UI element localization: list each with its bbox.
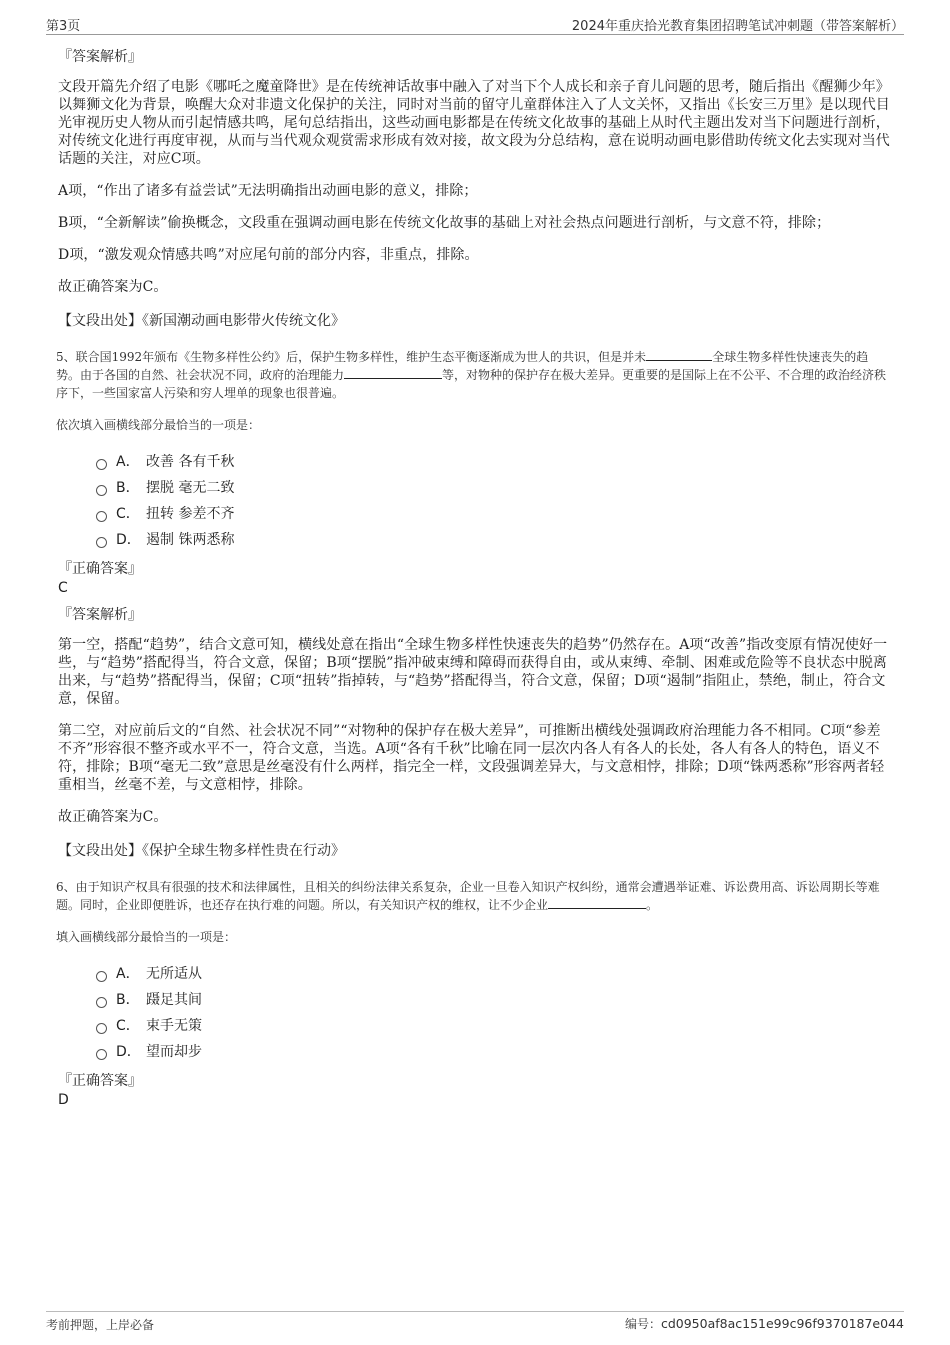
q6-blank — [548, 896, 646, 909]
option-letter: B． — [116, 992, 140, 1008]
q4-option-b-note: B项，“全新解读”偷换概念，文段重在强调动画电影在传统文化故事的基础上对社会热点问题进行剖析，与文意不符，排除； — [58, 215, 831, 231]
option-text: 蹑足其间 — [146, 992, 202, 1008]
q4-analysis-label: 『答案解析』 — [58, 49, 142, 65]
radio-icon[interactable] — [96, 1023, 107, 1034]
option-text: 无所适从 — [146, 966, 202, 982]
q6-answer: D — [58, 1092, 69, 1108]
q5-answer: C — [58, 580, 68, 596]
option-letter: C． — [116, 1018, 140, 1034]
q5-stem-part2: 全球生物多样性快速丧失的趋势。由于各国的自然、社会状况不同，政府的治理能力 — [56, 350, 869, 382]
q5-stem — [56, 348, 892, 402]
radio-icon[interactable] — [96, 971, 107, 982]
radio-icon[interactable] — [96, 459, 107, 470]
option-text: 扭转 参差不齐 — [146, 506, 235, 522]
q6-stem-end: 。 — [646, 898, 659, 912]
q6-prompt: 填入画横线部分最恰当的一项是： — [56, 930, 237, 944]
radio-icon[interactable] — [96, 511, 107, 522]
q6-options — [96, 960, 892, 1064]
option-text: 望而却步 — [146, 1044, 202, 1060]
q5-option-b[interactable] — [96, 474, 892, 500]
page-content — [56, 46, 892, 1116]
option-text: 束手无策 — [146, 1018, 202, 1034]
code-label: 编号： — [624, 1317, 661, 1331]
q4-analysis-text: 文段开篇先介绍了电影《哪吒之魔童降世》是在传统神话故事中融入了对当下个人成长和亲子育儿问题的思考，随后指出《醒狮少年》以舞狮文化为背景，唤醒大众对非遗文化保护的关注，同时对当前的留守儿童群体注入了人文关怀，又指出《长安三万里》是以现代目光审视历史人物从而引起情感共鸣，尾句总结指出，这些动画电影都是在传统文化故事的基础上从时代主题出发对当下问题进行剖析，对传统文化进行再度审视，从而与当代观众观赏需求形成有效对接，故文段为分总结构，意在说明动画电影借助传统文化去实现对当代话题的关注，对应C项。 — [58, 79, 890, 167]
q4-source: 【文段出处】《新国潮动画电影带火传统文化》 — [58, 313, 345, 329]
q5-blank-1 — [646, 348, 712, 361]
q4-option-d-note: D项，“激发观众情感共鸣”对应尾句前的部分内容，非重点，排除。 — [58, 247, 479, 263]
option-letter: C． — [116, 506, 140, 522]
document-title: 2024年重庆拾光教育集团招聘笔试冲刺题（带答案解析） — [571, 19, 904, 34]
radio-icon[interactable] — [96, 537, 107, 548]
q5-option-a[interactable] — [96, 448, 892, 474]
code-value: cd0950af8ac151e99c96f9370187e044 — [660, 1316, 904, 1331]
q6-option-a[interactable] — [96, 960, 892, 986]
q5-option-c[interactable] — [96, 500, 892, 526]
q6-stem-text: 6、由于知识产权具有很强的技术和法律属性，且相关的纠纷法律关系复杂，企业一旦卷入知识产权纠纷，通常会遭遇举证难、诉讼费用高、诉讼周期长等难题。同时，企业即便胜诉，也还存在执行难的问题。所以，有关知识产权的维权，让不少企业 — [56, 880, 880, 912]
q4-conclusion: 故正确答案为C。 — [58, 279, 168, 295]
q6-stem — [56, 878, 892, 914]
page-footer — [46, 1311, 904, 1334]
option-letter: B． — [116, 480, 140, 496]
footer-slogan: 考前押题，上岸必备 — [46, 1318, 155, 1332]
radio-icon[interactable] — [96, 1049, 107, 1060]
q5-prompt: 依次填入画横线部分最恰当的一项是： — [56, 418, 261, 432]
q5-blank-2 — [344, 366, 442, 379]
page-header — [46, 14, 904, 35]
option-letter: D． — [116, 532, 141, 548]
document-code — [625, 1315, 904, 1332]
radio-icon[interactable] — [96, 485, 107, 496]
q5-answer-label: 『正确答案』 — [58, 561, 142, 577]
option-letter: D． — [116, 1044, 141, 1060]
q5-option-d[interactable] — [96, 526, 892, 552]
q6-option-d[interactable] — [96, 1038, 892, 1064]
q5-analysis-2: 第二空，对应前后文的“自然、社会状况不同”“对物种的保护存在极大差异”，可推断出横线处强调政府治理能力各不相同。C项“参差不齐”形容很不整齐或水平不一，符合文意，当选。A项“各有千秋”比喻在同一层次内各人有各人的长处，各人有各人的特色，语义不符，排除；B项“毫无二致”意思是丝毫没有什么两样，指完全一样，文段强调差异大，与文意相悖，排除；D项“铢两悉称”形容两者轻重相当，丝毫不差，与文意相悖，排除。 — [58, 723, 885, 793]
option-text: 遏制 铢两悉称 — [146, 532, 235, 548]
q6-answer-label: 『正确答案』 — [58, 1073, 142, 1089]
q5-conclusion: 故正确答案为C。 — [58, 809, 168, 825]
page-number: 第3页 — [46, 19, 81, 34]
q5-source: 【文段出处】《保护全球生物多样性贵在行动》 — [58, 843, 345, 859]
q5-stem-part3: 等，对物种的保护存在极大差异。更重要的是国际上在不公平、不合理的政治经济秩序下，一些国家富人污染和穷人埋单的现象也很普遍。 — [56, 368, 887, 400]
q5-analysis-label: 『答案解析』 — [58, 607, 142, 623]
radio-icon[interactable] — [96, 997, 107, 1008]
q5-analysis-1: 第一空，搭配“趋势”，结合文意可知，横线处意在指出“全球生物多样性快速丧失的趋势”仍然存在。A项“改善”指改变原有情况使好一些，与“趋势”搭配得当，符合文意，保留；B项“摆脱”指冲破束缚和障碍而获得自由，或从束缚、牵制、困难或危险等不良状态中脱离出来，与“趋势”搭配得当，保留；C项“扭转”指掉转，与“趋势”搭配得当，符合文意，保留；D项“遏制”指阻止，禁绝，制止，符合文意，保留。 — [58, 637, 888, 707]
option-text: 摆脱 毫无二致 — [146, 480, 235, 496]
q5-options — [96, 448, 892, 552]
option-letter: A． — [116, 966, 140, 982]
option-text: 改善 各有千秋 — [146, 454, 235, 470]
q5-stem-part1: 5、联合国1992年颁布《生物多样性公约》后，保护生物多样性，维护生态平衡逐渐成为世人的共识，但是并未 — [56, 350, 647, 364]
q6-option-b[interactable] — [96, 986, 892, 1012]
q6-option-c[interactable] — [96, 1012, 892, 1038]
q4-option-a-note: A项，“作出了诸多有益尝试”无法明确指出动画电影的意义，排除； — [58, 183, 478, 199]
option-letter: A． — [116, 454, 140, 470]
